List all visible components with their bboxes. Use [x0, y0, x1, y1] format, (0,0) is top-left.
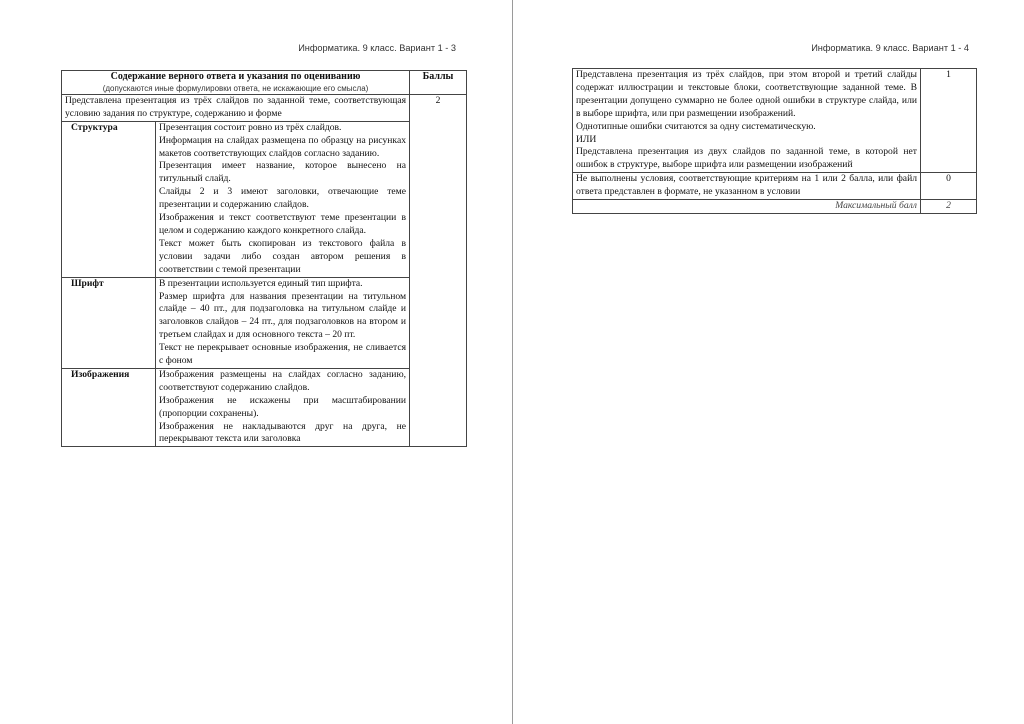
content-column-note: (допускаются иные формулировки ответа, не искажающие его смысла) — [102, 83, 369, 93]
criterion-line: Однотипные ошибки считаются за одну систематическую. — [576, 120, 816, 132]
grading-table-right — [572, 68, 977, 214]
criterion-name-structure: Структура — [62, 121, 156, 277]
max-score-value: 2 — [921, 200, 977, 214]
criterion-line: Представлена презентация из двух слайдов по заданной теме, в которой нет ошибок в структуре, выборе шрифта или размещении изображений — [576, 146, 917, 171]
table-row — [62, 94, 467, 121]
criterion-line: Размер шрифта для названия презентации на титульном слайде – 40 пт., для подзаголовка на титульном слайде и заголовков слайдов – 24 пт., для подзаголовков на втором и третьем слайдах и для основного текста – 20 пт. — [159, 290, 407, 341]
criterion-line: Текст может быть скопирован из текстового файла в условии задачи либо создан автором решения в соответствии с темой презентации — [159, 237, 407, 275]
criterion-line: Изображения размещены на слайдах согласно заданию, соответствуют содержанию слайдов. — [159, 368, 407, 393]
criterion-0-points: Не выполнены условия, соответствующие критериям на 1 или 2 балла, или файл ответа представлен в формате, не указанном в условии — [573, 173, 921, 200]
criterion-line: ИЛИ — [576, 133, 597, 145]
page-header-left: Информатика. 9 класс. Вариант 1 - 3 — [298, 43, 456, 53]
score-cell: 0 — [921, 173, 977, 200]
criterion-name-font: Шрифт — [62, 277, 156, 368]
content-column-title: Содержание верного ответа и указания по оцениванию — [110, 71, 361, 82]
criterion-line: Представлена презентация из трёх слайдов, при этом второй и третий слайды содержат иллюстрации и текстовые блоки, соответствующие заданной теме. В презентации допущено суммарно не более одной ошибки в структуре слайда, или в выборе шрифта, или при размещении изображений. — [576, 69, 917, 119]
max-score-row — [573, 200, 977, 214]
criterion-details-font — [156, 277, 410, 368]
content-column-header — [62, 71, 410, 95]
table-row — [62, 277, 467, 368]
criterion-line: Информация на слайдах размещена по образцу на рисунках макетов соответствующих слайдов согласно заданию. — [159, 134, 407, 159]
criterion-line: Изображения и текст соответствуют теме презентации в целом и содержанию каждого конкретного слайда. — [159, 212, 407, 236]
table-row — [573, 173, 977, 200]
criterion-details-images — [156, 368, 410, 446]
table-header-row — [62, 71, 467, 95]
page-header-right: Информатика. 9 класс. Вариант 1 - 4 — [811, 43, 969, 53]
score-cell: 2 — [410, 94, 467, 446]
criterion-line: Текст не перекрывает основные изображения, не сливается с фоном — [159, 342, 407, 367]
criterion-details-structure — [156, 121, 410, 277]
main-criterion-text: Представлена презентация из трёх слайдов по заданной теме, соответствующая условию задания по структуре, содержанию и форме — [62, 94, 410, 121]
score-cell: 1 — [921, 69, 977, 173]
max-score-label: Максимальный балл — [573, 200, 921, 214]
criterion-line: Изображения не искажены при масштабировании (пропорции сохранены). — [159, 394, 407, 419]
criterion-line: Слайды 2 и 3 имеют заголовки, отвечающие теме презентации и содержанию слайдов. — [159, 186, 407, 211]
criterion-1-point — [573, 69, 921, 173]
score-column-header: Баллы — [410, 71, 467, 95]
criterion-line: Презентация имеет название, которое вынесено на титульный слайд. — [159, 160, 407, 185]
table-row — [62, 121, 467, 277]
grading-table-left — [61, 70, 467, 447]
criterion-name-images: Изображения — [62, 368, 156, 446]
criterion-line: Изображения не накладываются друг на друга, не перекрывают текста или заголовка — [159, 420, 407, 445]
criterion-line: Презентация состоит ровно из трёх слайдов. — [159, 121, 342, 133]
table-row — [573, 69, 977, 173]
table-row — [62, 368, 467, 446]
criterion-line: В презентации используется единый тип шрифта. — [159, 277, 363, 289]
